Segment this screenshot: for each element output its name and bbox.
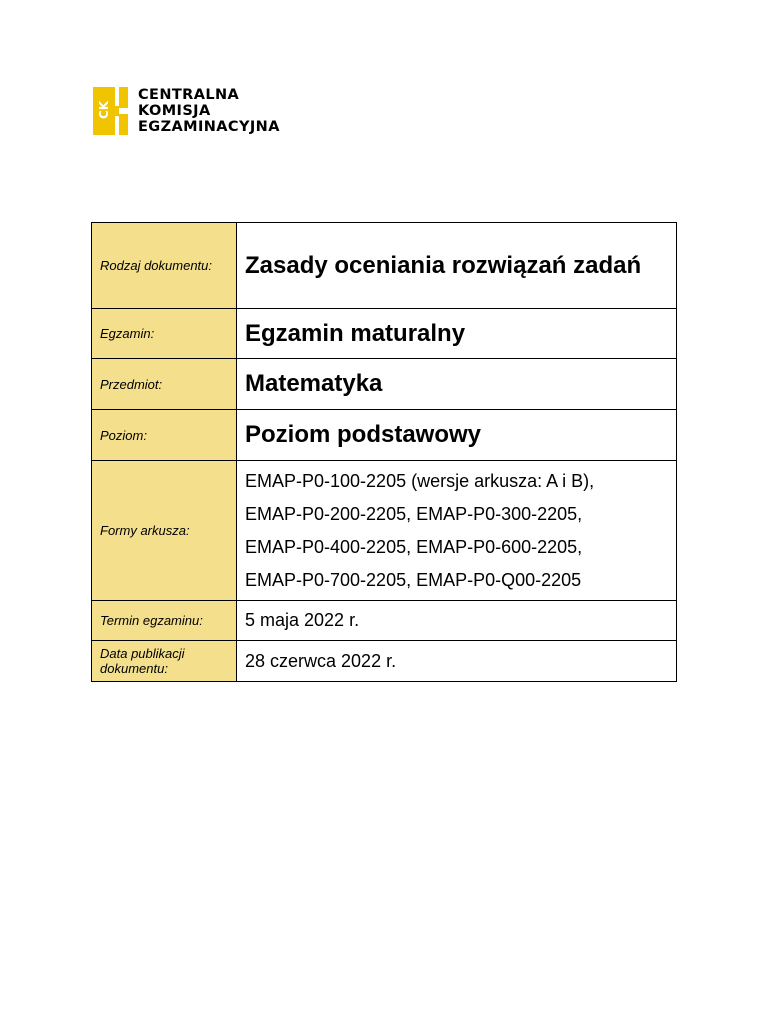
row-pub-date [92, 641, 677, 682]
value-pub-date: 28 czerwca 2022 r. [237, 641, 677, 682]
form-line-4: EMAP-P0-700-2205, EMAP-P0-Q00-2205 [245, 569, 582, 590]
logo-line-1: CENTRALNA [138, 87, 240, 103]
label-subject: Przedmiot: [92, 359, 237, 410]
value-forms [237, 461, 677, 601]
row-doc-type [92, 223, 677, 309]
logo-mark-text: CK [97, 100, 112, 120]
row-forms [92, 461, 677, 601]
label-pub-date: Data publikacji dokumentu: [92, 641, 237, 682]
form-line-2: EMAP-P0-200-2205, EMAP-P0-300-2205, [245, 503, 583, 524]
logo-line-3: EGZAMINACYJNA [138, 119, 280, 135]
label-exam: Egzamin: [92, 309, 237, 359]
form-line-3: EMAP-P0-400-2205, EMAP-P0-600-2205, [245, 536, 583, 557]
label-doc-type: Rodzaj dokumentu: [92, 223, 237, 309]
logo-wordmark [138, 87, 280, 135]
row-subject [92, 359, 677, 410]
value-level: Poziom podstawowy [237, 410, 677, 461]
row-level [92, 410, 677, 461]
row-exam [92, 309, 677, 359]
row-exam-date [92, 601, 677, 641]
value-subject: Matematyka [237, 359, 677, 410]
label-forms: Formy arkusza: [92, 461, 237, 601]
label-level: Poziom: [92, 410, 237, 461]
value-exam: Egzamin maturalny [237, 309, 677, 359]
label-exam-date: Termin egzaminu: [92, 601, 237, 641]
cke-logo-mark [93, 87, 128, 135]
cke-logo [93, 87, 280, 135]
value-exam-date: 5 maja 2022 r. [237, 601, 677, 641]
logo-line-2: KOMISJA [138, 103, 211, 119]
document-info-table [91, 222, 677, 682]
value-doc-type: Zasady oceniania rozwiązań zadań [237, 223, 677, 309]
form-line-1: EMAP-P0-100-2205 (wersje arkusza: A i B), [245, 470, 595, 491]
